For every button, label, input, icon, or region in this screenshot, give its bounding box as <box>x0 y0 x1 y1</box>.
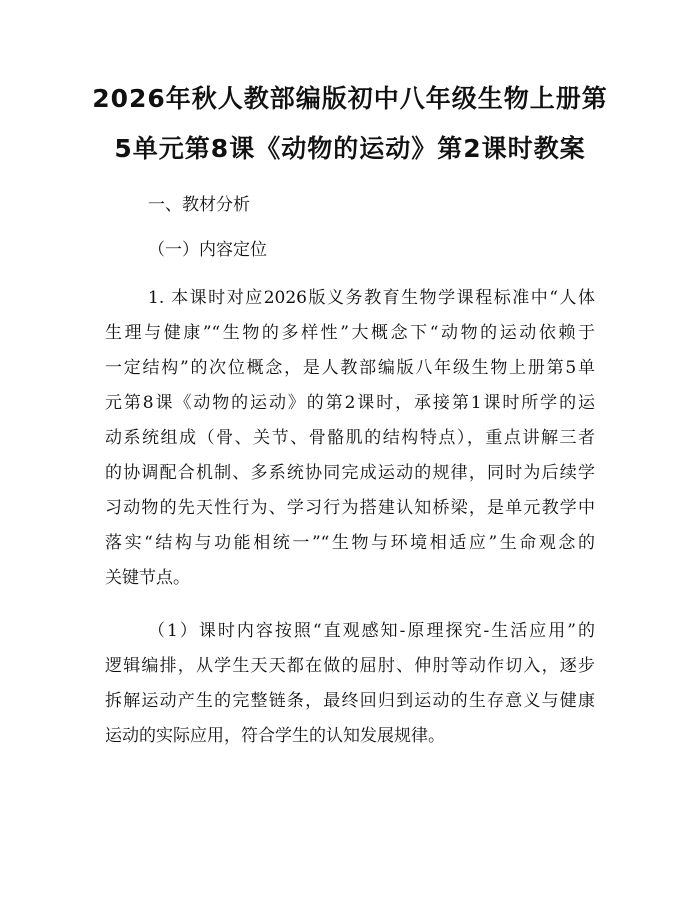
paragraph-1-line: 1. 本课时对应2026版义务教育生物学课程标准中“人体 <box>148 288 595 308</box>
paragraph-2-line: 运动的实际应用，符合学生的认知发展规律。 <box>105 726 445 746</box>
paragraph-2-line: 拆解运动产生的完整链条，最终回归到运动的生存意义与健康 <box>105 691 595 711</box>
section-heading: 一、教材分析 <box>148 195 250 215</box>
paragraph-1-line: 一定结构”的次位概念，是人教部编版八年级生物上册第5单 <box>105 358 595 378</box>
paragraph-2-line: （1）课时内容按照“直观感知-原理探究-生活应用”的 <box>148 621 595 641</box>
paragraph-1-line: 关键节点。 <box>105 568 190 588</box>
paragraph-1-line: 动系统组成（骨、关节、骨骼肌的结构特点），重点讲解三者 <box>105 428 595 448</box>
document-title-line-1: 2026年秋人教部编版初中八年级生物上册第 <box>92 84 608 113</box>
document-title-line-2: 5单元第8课《动物的运动》第2课时教案 <box>114 134 586 163</box>
paragraph-1-line: 习动物的先天性行为、学习行为搭建认知桥梁，是单元教学中 <box>105 498 595 518</box>
subsection-heading: （一）内容定位 <box>148 240 267 260</box>
paragraph-1-line: 元第8课《动物的运动》的第2课时，承接第1课时所学的运 <box>105 393 595 413</box>
paragraph-1-line: 的协调配合机制、多系统协同完成运动的规律，同时为后续学 <box>105 463 595 483</box>
paragraph-1-line: 生理与健康”“生物的多样性”大概念下“动物的运动依赖于 <box>105 323 595 343</box>
paragraph-2-line: 逻辑编排，从学生天天都在做的屈肘、伸肘等动作切入，逐步 <box>105 656 595 676</box>
paragraph-1-line: 落实“结构与功能相统一”“生物与环境相适应”生命观念的 <box>105 533 595 553</box>
